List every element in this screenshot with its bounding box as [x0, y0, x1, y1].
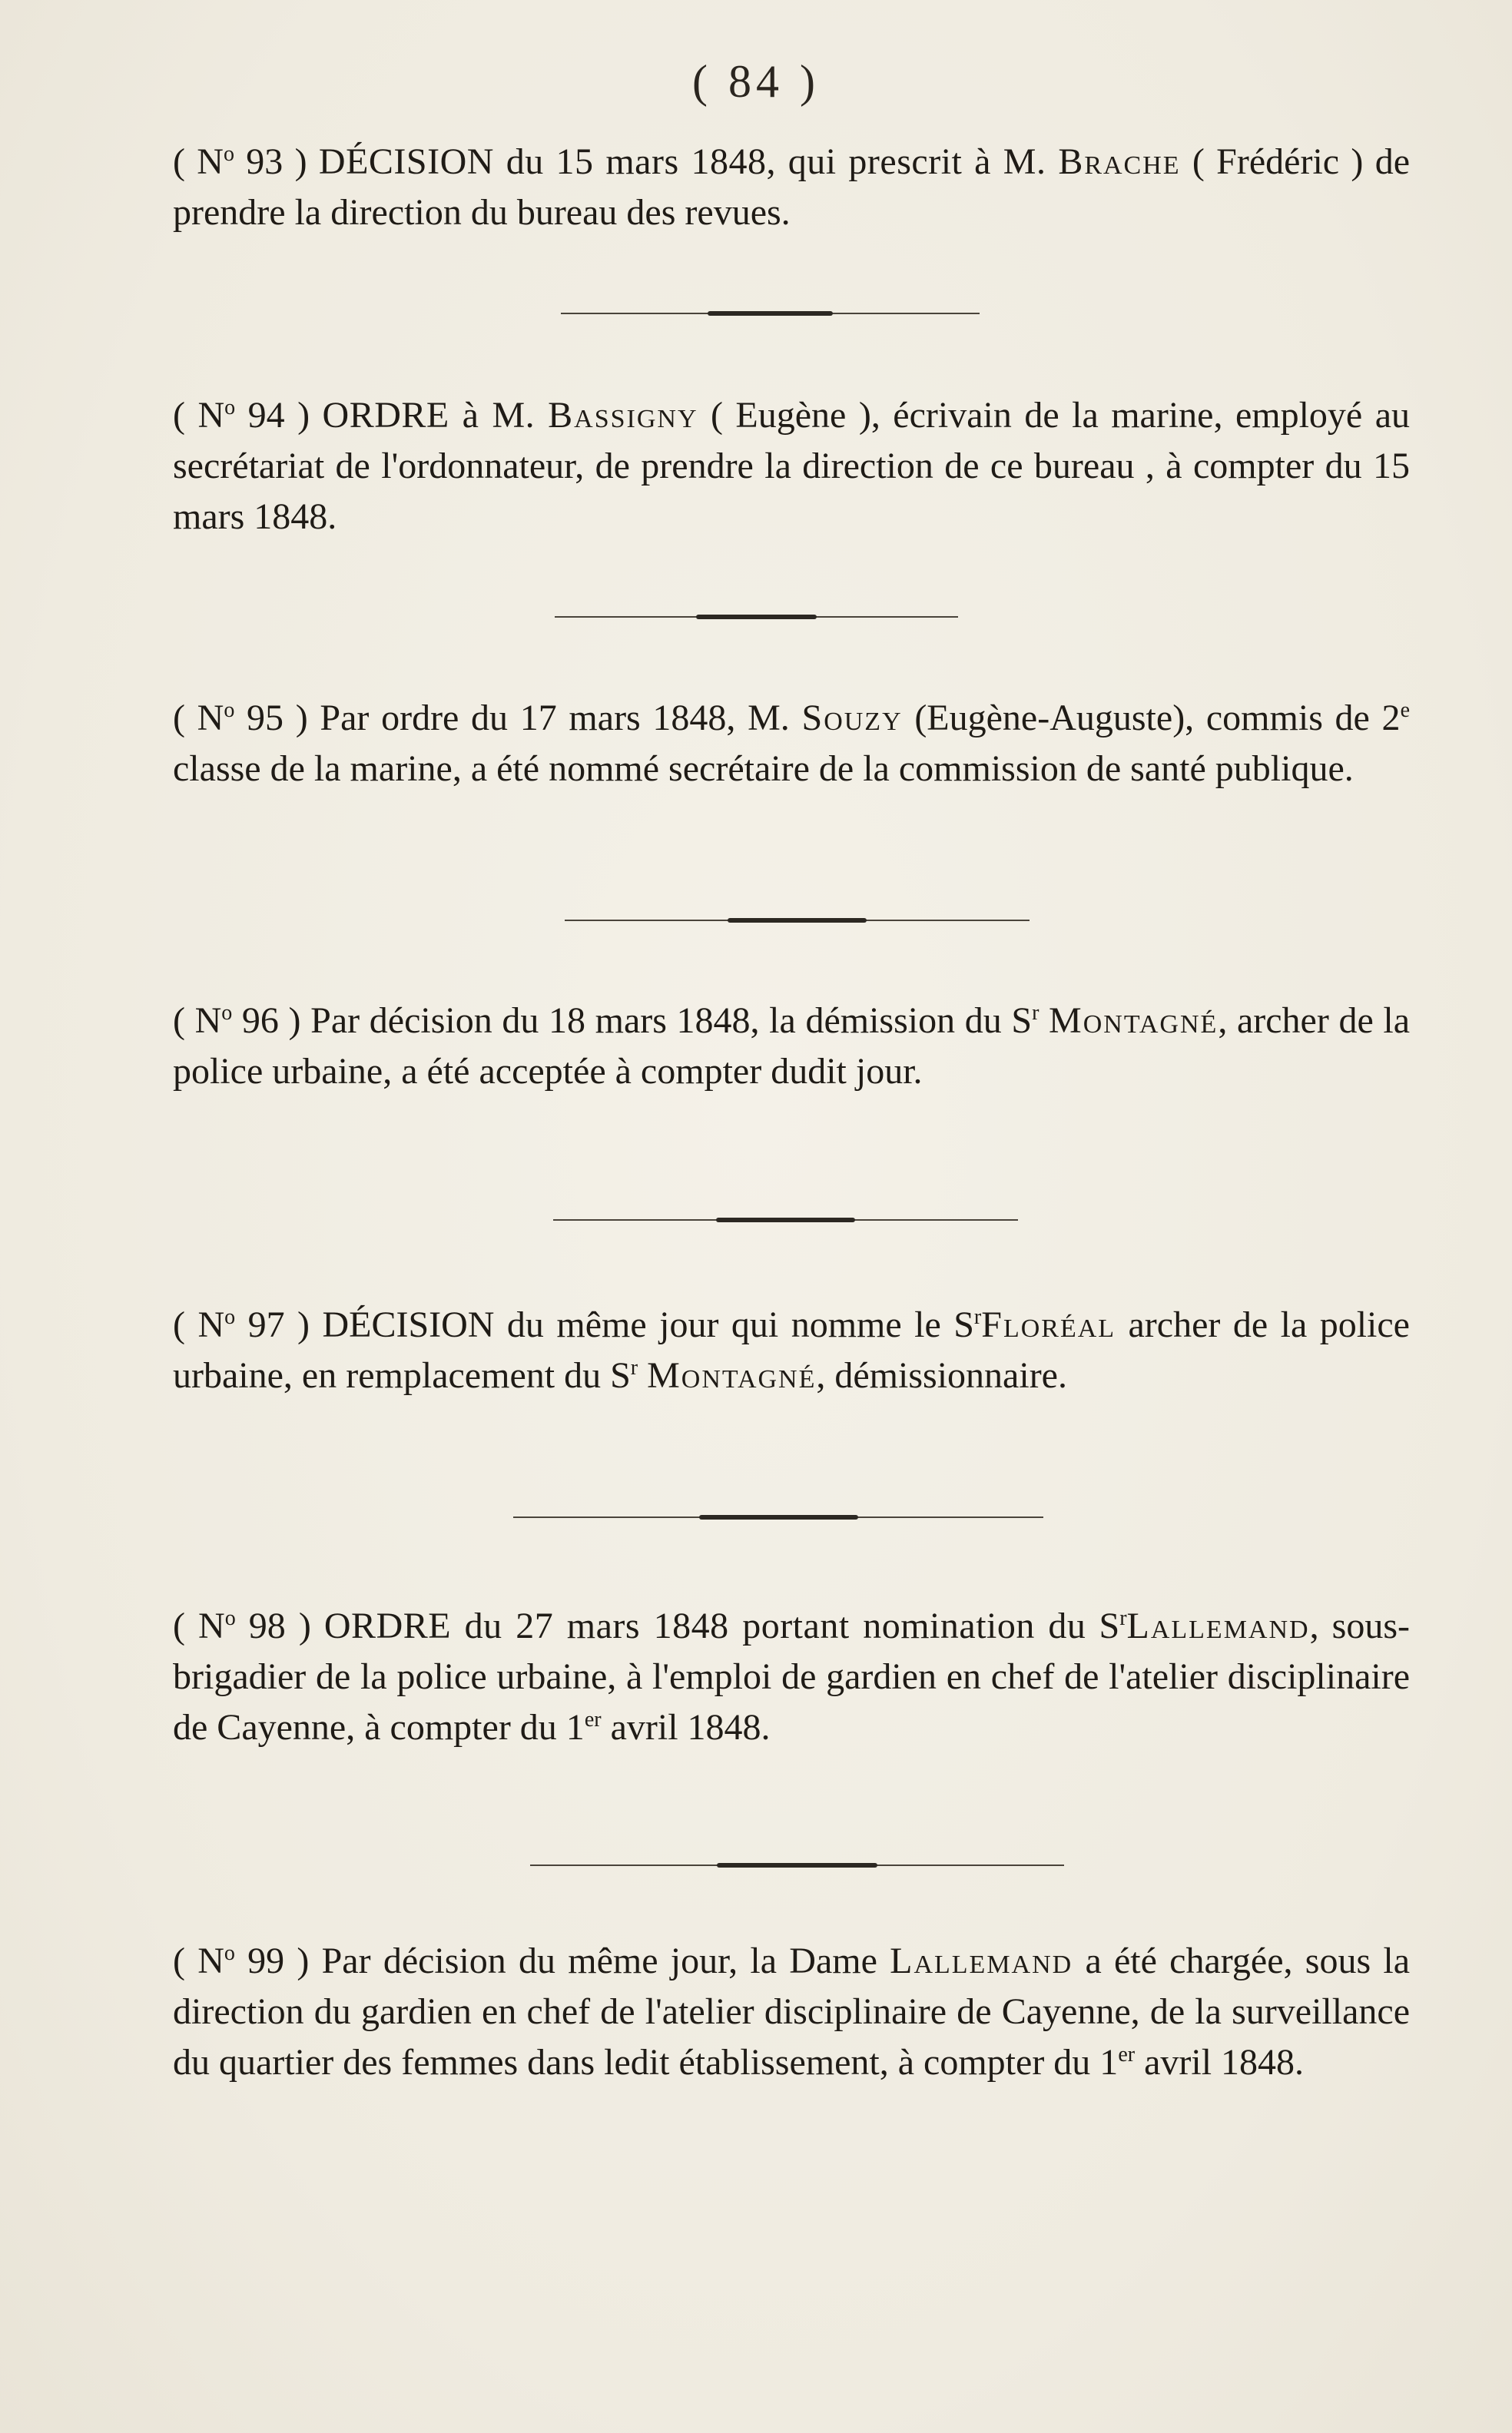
entry-number: ( $N^o$ 93 ) — [173, 141, 319, 182]
entry-97-text: ( $N^o$ 97 ) DÉCISION du même jour qui nomme le $S^rFloréal$ archer de la police urbaine, en remplacement du $S^r$ Montagné, démissionnaire. — [173, 1304, 1410, 1396]
person-name: Lallemand — [890, 1941, 1073, 1981]
separator-rule — [530, 1863, 1064, 1868]
entry-99-text: ( $N^o$ 99 ) Par décision du même jour, la Dame Lallemand a été chargée, sous la direction du gardien en chef de l'atelier disciplinaire de Cayenne, de la surveillance du quartier des femmes dans ledit établissement, à compter du 1er avril 1848. — [173, 1941, 1410, 2083]
separator-rule — [513, 1515, 1043, 1520]
entry-number: ( $N^o$ 98 ) — [173, 1606, 324, 1646]
page-number: ( 84 ) — [692, 56, 820, 107]
entry-94-text: ( $N^o$ 94 ) ORDRE à M. Bassigny ( Eugène ), écrivain de la marine, employé au secrétariat de l'ordonnateur, de prendre la direction de ce bureau , à compter du 15 mars 1848. — [173, 395, 1411, 537]
separator-rule — [565, 918, 1030, 923]
entry-number: ( $N^o$ 95 ) — [173, 698, 320, 738]
entry-number: ( $N^o$ 94 ) — [173, 395, 323, 436]
person-name: Montagné — [647, 1355, 817, 1396]
person-name: Lallemand — [1126, 1606, 1310, 1646]
entry-98 — [173, 1601, 1410, 1753]
separator-rule — [555, 615, 958, 619]
entry-number: ( $N^o$ 96 ) — [173, 1000, 311, 1041]
entry-94 — [173, 390, 1410, 542]
person-name: Souzy — [801, 698, 903, 738]
entry-96-text: ( $N^o$ 96 ) Par décision du 18 mars 1848, la démission du $S^r$ Montagné, archer de la police urbaine, a été acceptée à compter dudit jour. — [173, 1000, 1411, 1092]
entry-99 — [173, 1936, 1410, 2088]
entry-95 — [173, 693, 1410, 794]
entry-95-text: ( $N^o$ 95 ) Par ordre du 17 mars 1848, M. Souzy (Eugène-Auguste), commis de 2e classe de la marine, a été nommé secrétaire de la commission de santé publique. — [173, 698, 1410, 789]
person-name: Floréal — [981, 1304, 1116, 1345]
entry-number: ( $N^o$ 97 ) — [173, 1304, 323, 1345]
entry-96 — [173, 996, 1410, 1097]
person-name: Bassigny — [548, 395, 698, 436]
entry-number: ( $N^o$ 99 ) — [173, 1941, 322, 1981]
person-name: Brache — [1058, 141, 1181, 182]
entry-97 — [173, 1300, 1410, 1401]
honorific: $S^r$ — [1099, 1606, 1127, 1646]
separator-rule — [553, 1218, 1018, 1222]
person-name: Montagné — [1049, 1000, 1219, 1041]
entry-98-text: ( $N^o$ 98 ) ORDRE du 27 mars 1848 portant nomination du $S^rLallemand$, sous-brigadier de la police urbaine, à l'emploi de gardien en chef de l'atelier disciplinaire de Cayenne, à compter du 1er avril 1848. — [173, 1606, 1410, 1748]
entry-93 — [173, 137, 1410, 238]
separator-rule — [561, 311, 980, 316]
entry-93-text: ( $N^o$ 93 ) DÉCISION du 15 mars 1848, qui prescrit à M. Brache ( Frédéric ) de prendre la direction du bureau des revues. — [173, 141, 1411, 233]
